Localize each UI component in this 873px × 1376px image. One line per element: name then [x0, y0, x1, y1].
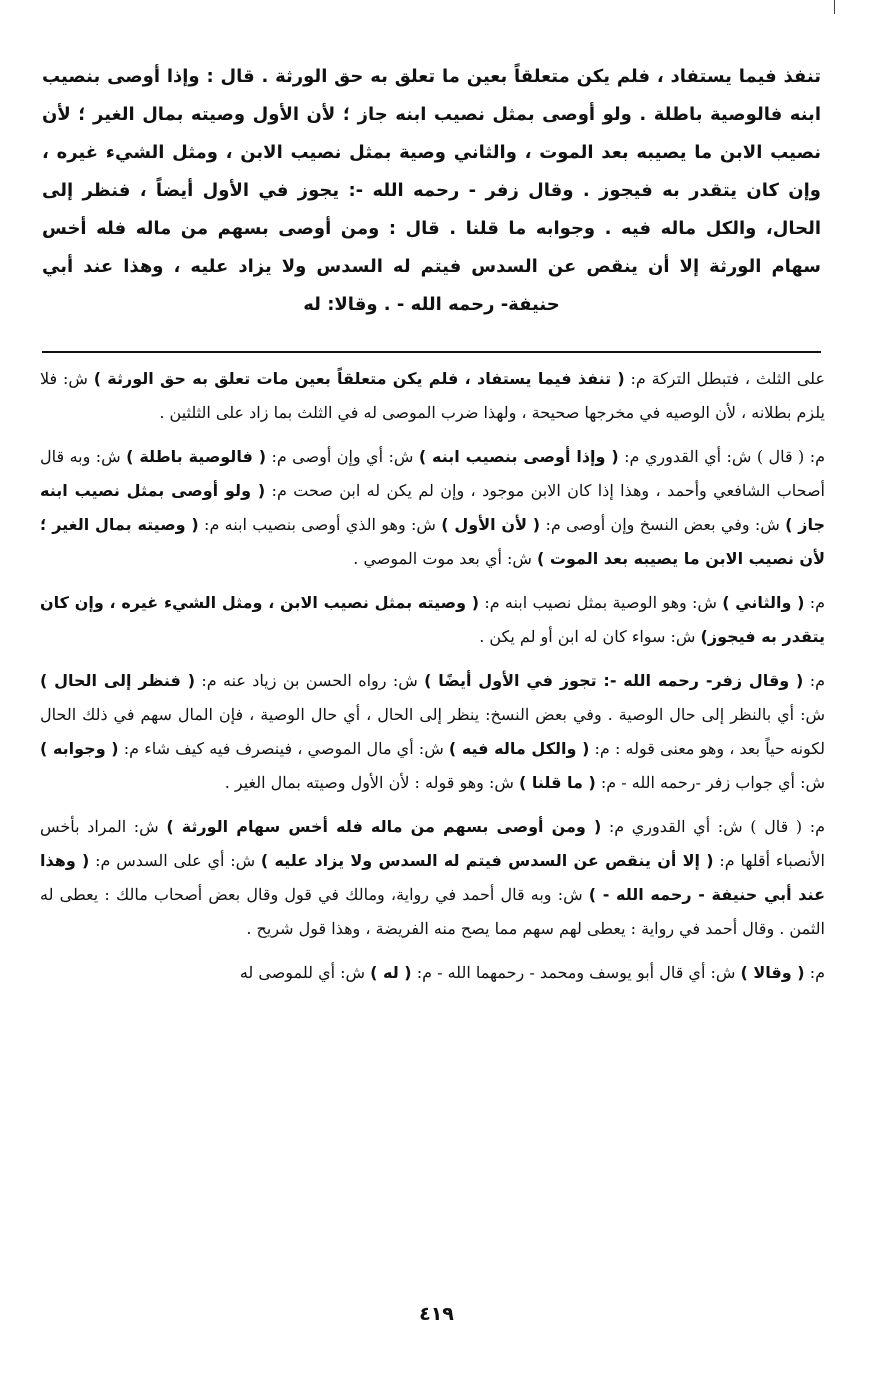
quoted-matn-text: ( وصيته بمال الغير ؛ لأن نصيب الابن ما يصيبه بعد الموت )	[40, 515, 825, 568]
commentary-text: م:	[804, 593, 826, 612]
page-number: ٤١٩	[419, 1303, 454, 1325]
commentary-text: ش: أي قال أبو يوسف ومحمد - رحمهما الله - م:	[411, 963, 741, 982]
commentary-text: ش: وهو الذي أوصى بنصيب ابنه م:	[198, 515, 442, 534]
commentary-text: ش: المراد بأخس الأنصباء أقلها م:	[40, 817, 826, 870]
quoted-matn-text: ( وهذا عند أبي حنيفة - رحمه الله - )	[40, 851, 825, 904]
commentary-text: على الثلث ، فتبطل التركة م:	[624, 369, 826, 388]
commentary-paragraph	[40, 956, 825, 990]
quoted-matn-text: ( تنفذ فيما يستفاد ، فلم يكن متعلقاً بعين مات تعلق به حق الورثة )	[93, 369, 625, 388]
commentary-text: ش: وهو قوله : لأن الأول وصيته بمال الغير .	[224, 773, 519, 792]
quoted-matn-text: ( إلا أن ينقص عن السدس فيتم له السدس ولا يزاد عليه )	[260, 851, 714, 870]
commentary-text: ش: أي جواب زفر -رحمه الله - م:	[595, 773, 825, 792]
commentary-text: ش: فلا يلزم بطلانه ، لأن الوصيه في مخرجها صحيحة ، ولهذا ضرب الموصى له في الثلث بما زاد على الثلثين .	[40, 369, 825, 422]
commentary-text: ش: وفي بعض النسخ وإن أوصى م:	[540, 515, 786, 534]
footnote-divider	[42, 351, 821, 353]
quoted-matn-text: ( وجوابه )	[40, 739, 119, 758]
commentary-text: م:	[803, 671, 826, 690]
commentary-text: ش: أي بعد موت الموصي .	[353, 549, 538, 568]
quoted-matn-text: ( ما قلنا )	[519, 773, 596, 792]
commentary-text: ش: وبه قال أصحاب الشافعي وأحمد ، وهذا إذا كان الابن موجود ، وإن لم يكن له ابن صحت م:	[40, 447, 825, 500]
commentary-text: م: ( قال ) ش: أي القدوري م:	[601, 817, 825, 836]
commentary-paragraph	[40, 810, 825, 946]
commentary-paragraph	[40, 664, 825, 800]
commentary-text: ش: أي بالنظر إلى حال الوصية . وفي بعض النسخ: ينظر إلى الحال ، أي حال الوصية ، فإن المال سهم في ذلك الحال لكونه حياً بعد ، وهو معنى قوله : م:	[40, 705, 825, 758]
quoted-matn-text: ( له )	[370, 963, 412, 982]
quoted-matn-text: ( وقال زفر- رحمه الله -: تجوز في الأول أيضًا )	[424, 671, 804, 690]
quoted-matn-text: ( فالوصية باطلة )	[126, 447, 267, 466]
commentary-text: ش: وهو الوصية بمثل نصيب ابنه م:	[479, 593, 723, 612]
commentary-text: م: ( قال ) ش: أي القدوري م:	[618, 447, 826, 466]
quoted-matn-text: ( ولو أوصى بمثل نصيب ابنه جاز )	[40, 481, 826, 534]
commentary-text: م:	[804, 963, 825, 982]
quoted-matn-text: ( والكل ماله فيه )	[448, 739, 590, 758]
commentary-text: ش: أي للموصى له	[239, 963, 371, 982]
quoted-matn-text: ( والثاني )	[722, 593, 805, 612]
scan-edge-mark	[834, 0, 835, 14]
commentary-block	[40, 362, 825, 1000]
quoted-matn-text: ( وقالا )	[740, 963, 805, 982]
commentary-paragraph	[40, 586, 825, 654]
commentary-text: ش: أي مال الموصي ، فينصرف فيه كيف شاء م:	[118, 739, 449, 758]
commentary-text: ش: أي وإن أوصى م:	[266, 447, 419, 466]
commentary-paragraph	[40, 440, 825, 576]
commentary-text: ش: وبه قال أحمد في رواية، ومالك في قول وقال بعض أصحاب مالك : يعطى له الثمن . وقال أحمد في رواية : يعطى لهم سهم مما يصح منه الفريضة ، وهذا قول شريح .	[40, 885, 825, 938]
quoted-matn-text: ( فنظر إلى الحال )	[40, 671, 196, 690]
quoted-matn-text: ( وصيته بمثل نصيب الابن ، ومثل الشيء غيره ، وإن كان يتقدر به فيجوز)	[40, 593, 825, 646]
commentary-text: ش: رواه الحسن بن زياد عنه م:	[195, 671, 425, 690]
commentary-paragraph	[40, 362, 825, 430]
commentary-text: ش: أي على السدس م:	[89, 851, 261, 870]
quoted-matn-text: ( ومن أوصى بسهم من ماله فله أخس سهام الورثة )	[166, 817, 602, 836]
main-text-block: تنفذ فيما يستفاد ، فلم يكن متعلقاً بعين ما تعلق به حق الورثة . قال : وإذا أوصى بنصيب ابنه فالوصية باطلة . ولو أوصى بمثل نصيب ابنه جاز ؛ لأن الأول وصيته بمال الغير ؛ لأن نصيب الابن ما يصيبه بعد الموت ، والثاني وصية بمثل نصيب الابن ، ومثل الشيء غيره ، وإن كان يتقدر به فيجوز . وقال زفر - رحمه الله -: يجوز في الأول أيضاً ، فنظر إلى الحال، والكل ماله فيه . وجوابه ما قلنا . قال : ومن أوصى بسهم من ماله فله أخس سهام الورثة إلا أن ينقص عن السدس فيتم له السدس ولا يزاد عليه ، وهذا عند أبي حنيفة- رحمه الله - . وقالا: له	[42, 66, 821, 315]
quoted-matn-text: ( لأن الأول )	[441, 515, 541, 534]
quoted-matn-text: ( وإذا أوصى بنصيب ابنه )	[418, 447, 619, 466]
commentary-text: ش: سواء كان له ابن أو لم يكن .	[479, 627, 701, 646]
